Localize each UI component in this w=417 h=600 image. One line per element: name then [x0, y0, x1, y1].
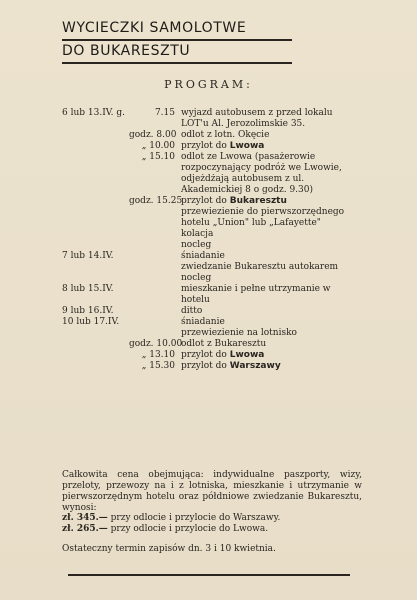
schedule-time: godz. 15.25	[129, 196, 183, 206]
schedule-date	[62, 207, 129, 229]
schedule-date	[62, 141, 129, 152]
schedule-event: mieszkanie i pełne utrzymanie w hotelu	[181, 284, 331, 305]
schedule-event: ditto	[181, 306, 203, 316]
event-text: przylot do	[181, 361, 230, 371]
schedule-row	[62, 262, 362, 273]
registration-deadline: Ostateczny termin zapisów dn. 3 i 10 kwietnia.	[62, 544, 276, 554]
schedule-date	[62, 240, 129, 251]
schedule-date: 9 lub 16.IV.	[62, 306, 114, 316]
price-condition: przy odlocie i przylocie do Warszawy.	[110, 513, 281, 523]
schedule-date: 8 lub 15.IV.	[62, 284, 114, 294]
schedule-row	[62, 207, 362, 229]
schedule-time	[129, 317, 181, 328]
event-destination: Bukaresztu	[229, 196, 287, 206]
price-summary: Całkowita cena obejmująca: indywidualne paszporty, wizy, przeloty, przewozy na i z lotniska, mieszkanie i utrzymanie w pierwszorzędnym hotelu oraz półdniowe zwiedzanie Bukaresztu, wynosi:	[62, 470, 362, 513]
schedule-time	[129, 229, 181, 240]
schedule-event: odlot ze Lwowa (pasażerowie rozpoczynający podróż we Lwowie, odjeżdżają autobusem z ul. Akademickiej 8 o godz. 9.30)	[181, 152, 342, 195]
schedule-time	[129, 240, 181, 251]
schedule-row	[62, 130, 362, 141]
schedule-date: 10 lub 17.IV.	[62, 317, 120, 327]
schedule-time: godz. 8.00	[129, 130, 177, 140]
schedule-event	[181, 350, 362, 361]
schedule-event: śniadanie	[181, 251, 225, 261]
schedule-time: 7.15	[154, 108, 175, 118]
schedule-date	[62, 152, 129, 196]
schedule-event: nocleg	[181, 240, 212, 250]
schedule-date	[62, 328, 129, 339]
schedule-time: „ 13.10	[141, 350, 175, 360]
price-row	[62, 513, 362, 524]
price-condition: przy odlocie i przylocie do Lwowa.	[110, 524, 269, 534]
schedule-date	[62, 196, 129, 207]
schedule-date	[62, 339, 129, 350]
price-amount: zł. 345.—	[62, 513, 108, 523]
event-text: przylot do	[181, 196, 230, 206]
schedule-row	[62, 251, 362, 262]
event-destination: Lwowa	[229, 141, 265, 151]
schedule-date	[62, 350, 129, 361]
schedule-time	[129, 284, 181, 306]
schedule	[62, 108, 362, 372]
schedule-time: „ 15.30	[141, 361, 175, 371]
schedule-row	[62, 229, 362, 240]
title-line-1: WYCIECZKI SAMOLOTWE	[62, 18, 292, 41]
schedule-event	[181, 196, 362, 207]
schedule-date: 6 lub 13.IV. g.	[62, 108, 126, 118]
schedule-date: 7 lub 14.IV.	[62, 251, 114, 261]
title-line-2: DO BUKARESZTU	[62, 41, 292, 64]
schedule-event: śniadanie	[181, 317, 225, 327]
schedule-event: przewiezienie do pierwszorzędnego hotelu „Union" lub „Lafayette"	[181, 207, 345, 228]
schedule-date	[62, 273, 129, 284]
schedule-time	[129, 262, 181, 273]
schedule-event: odlot z lotn. Okęcie	[181, 130, 270, 140]
schedule-time	[129, 273, 181, 284]
event-destination: Lwowa	[229, 350, 265, 360]
schedule-row	[62, 152, 362, 196]
schedule-row	[62, 339, 362, 350]
event-destination: Warszawy	[229, 361, 281, 371]
schedule-time	[129, 207, 181, 229]
schedule-event: odlot z Bukaresztu	[181, 339, 267, 349]
schedule-event	[181, 141, 362, 152]
schedule-row	[62, 361, 362, 372]
schedule-row	[62, 328, 362, 339]
schedule-event: wyjazd autobusem z przed lokalu LOT'u Al. Jerozolimskie 35.	[181, 108, 333, 129]
schedule-time: „ 15.10	[141, 152, 175, 162]
event-text: przylot do	[181, 141, 230, 151]
schedule-date	[62, 361, 129, 372]
schedule-row	[62, 273, 362, 284]
schedule-date	[62, 130, 129, 141]
schedule-row	[62, 141, 362, 152]
schedule-event: zwiedzanie Bukaresztu autokarem	[181, 262, 339, 272]
schedule-row	[62, 196, 362, 207]
schedule-time	[129, 306, 181, 317]
price-row	[62, 524, 362, 535]
schedule-time	[129, 328, 181, 339]
schedule-event: kolacja	[181, 229, 214, 239]
schedule-row	[62, 350, 362, 361]
event-text: przylot do	[181, 350, 230, 360]
schedule-time: „ 10.00	[141, 141, 175, 151]
schedule-event: nocleg	[181, 273, 212, 283]
schedule-row	[62, 317, 362, 328]
schedule-event	[181, 361, 362, 372]
schedule-date	[62, 229, 129, 240]
program-heading: PROGRAM:	[164, 78, 253, 91]
schedule-row	[62, 108, 362, 130]
price-list	[62, 513, 362, 535]
page-title	[62, 18, 292, 64]
schedule-time	[129, 251, 181, 262]
schedule-date	[62, 262, 129, 273]
schedule-time: godz. 10.00	[129, 339, 183, 349]
schedule-row	[62, 306, 362, 317]
price-amount: zł. 265.—	[62, 524, 108, 534]
schedule-row	[62, 240, 362, 251]
schedule-row	[62, 284, 362, 306]
bottom-divider	[68, 574, 350, 576]
schedule-event: przewiezienie na lotnisko	[181, 328, 297, 338]
